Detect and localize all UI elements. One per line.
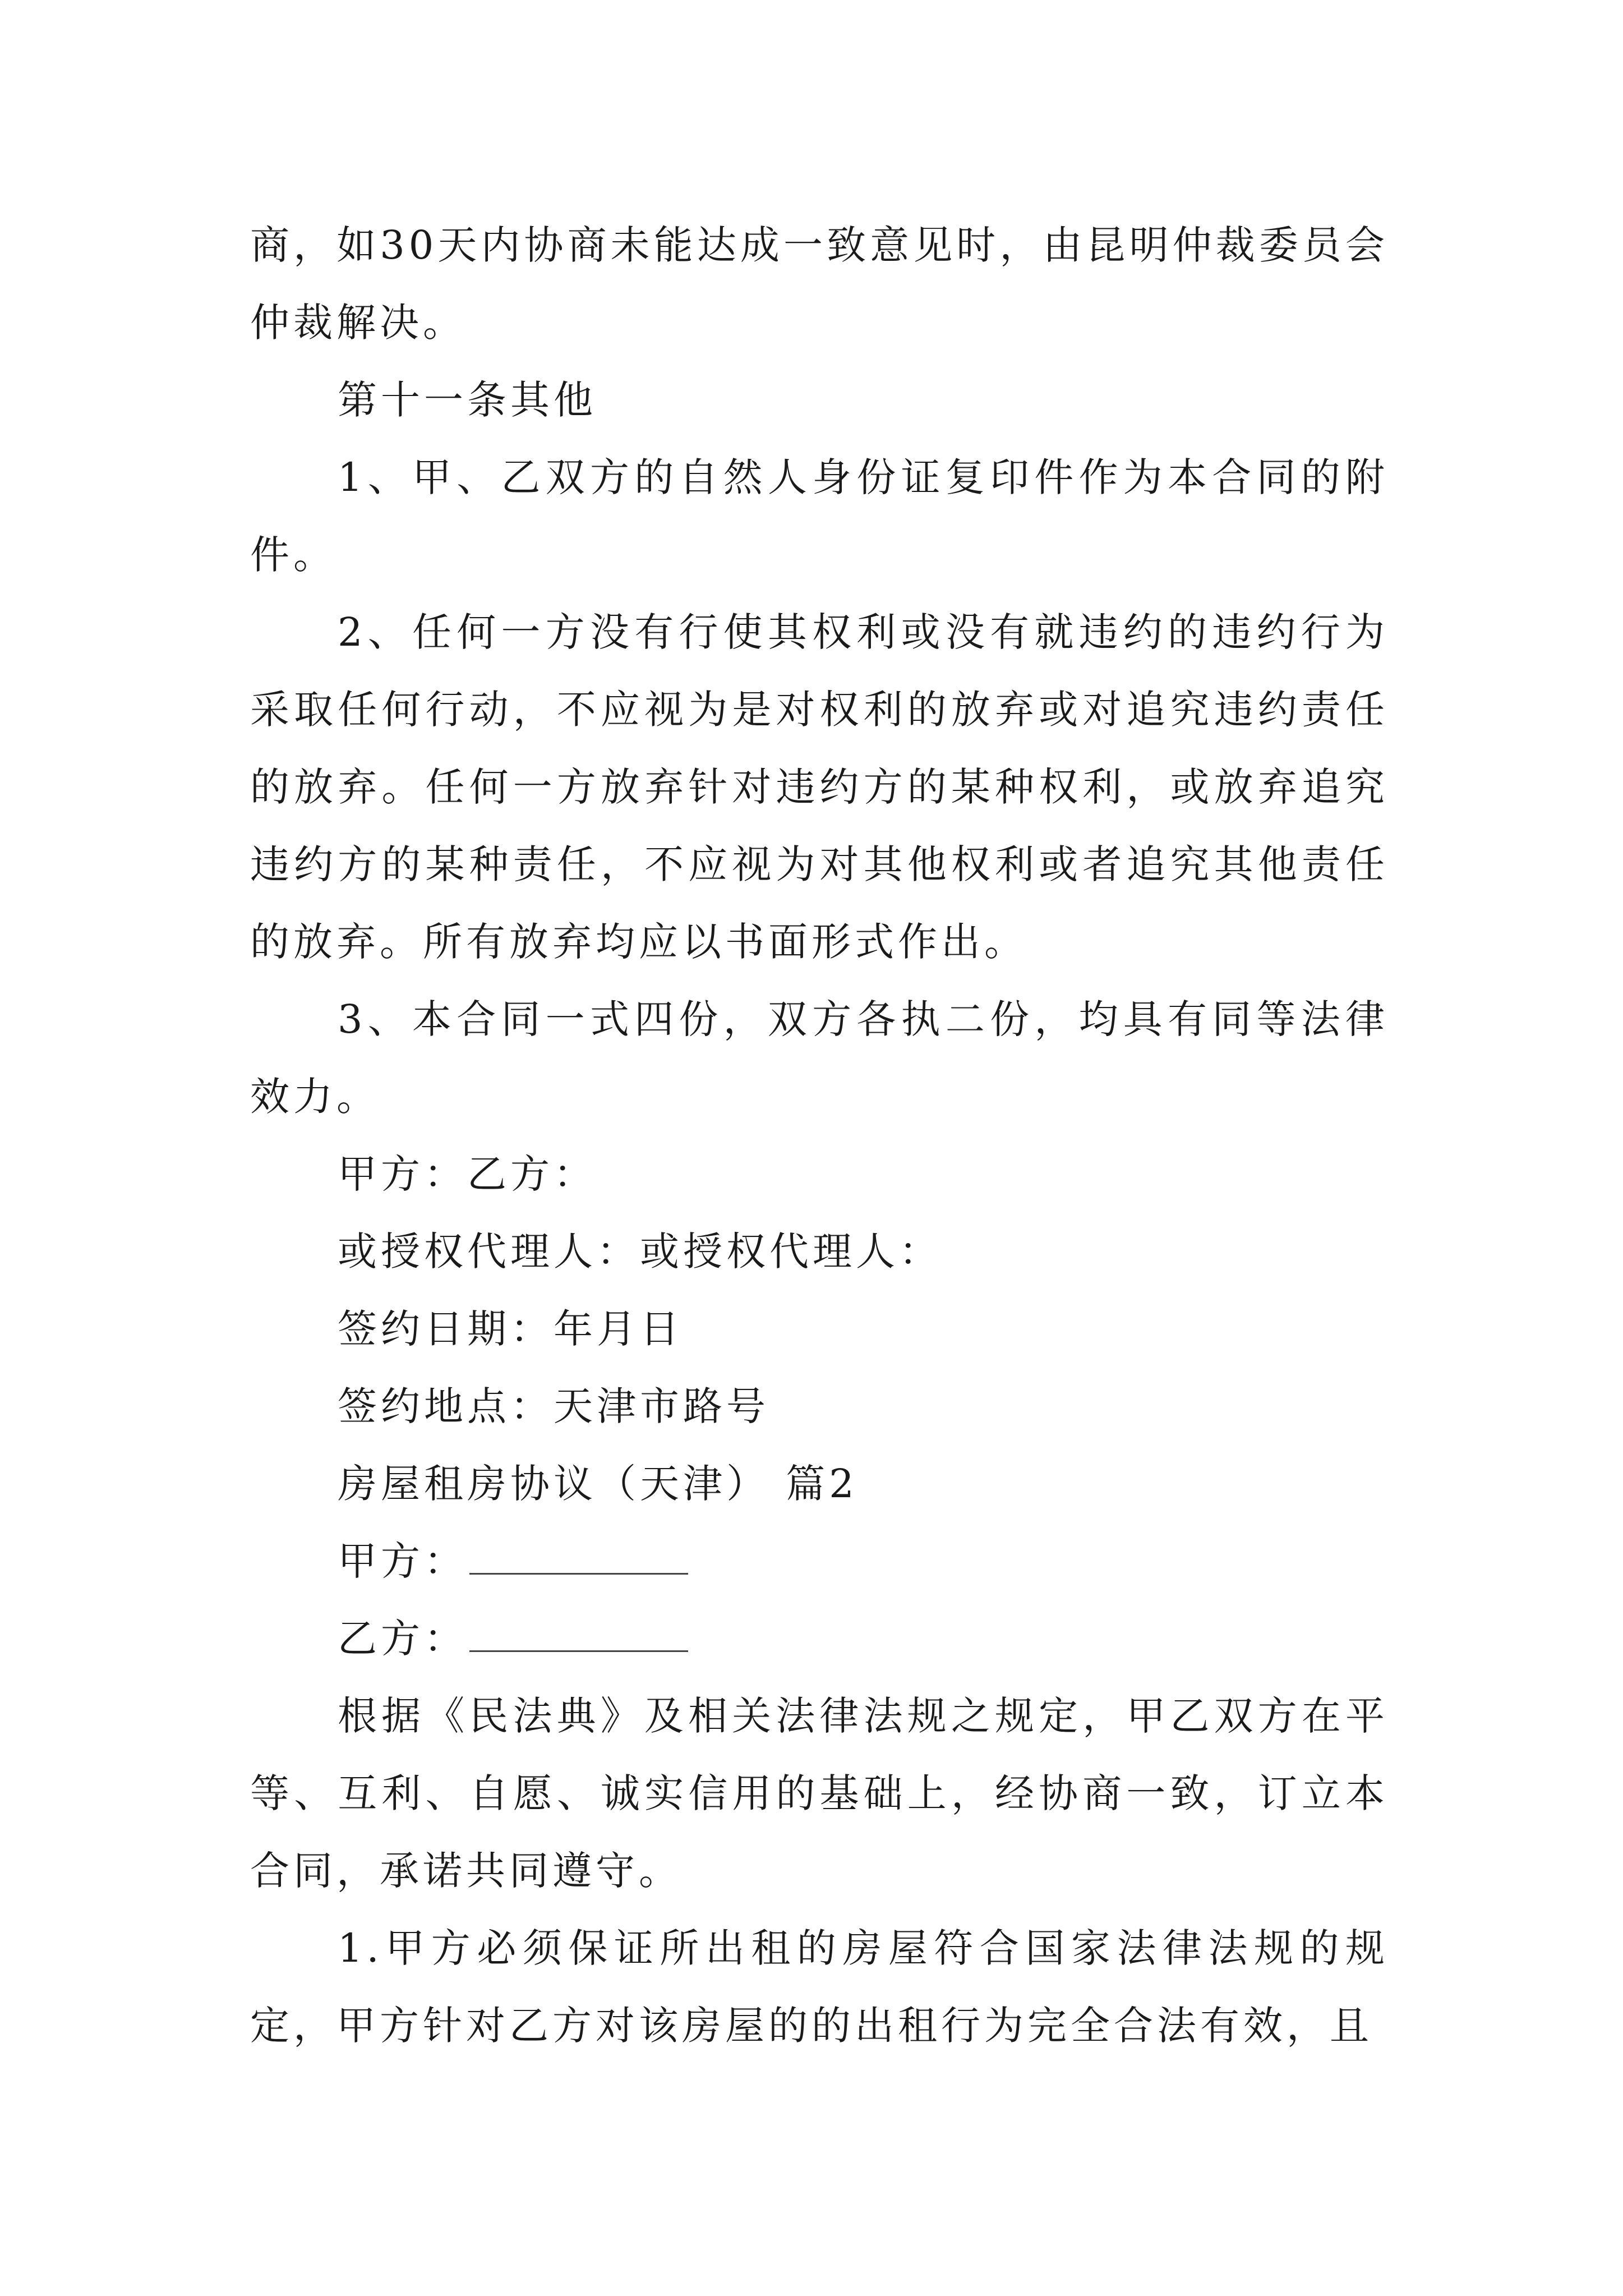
signature-agents: 或授权代理人：或授权代理人： xyxy=(338,1228,942,1274)
document-page xyxy=(250,206,1389,2064)
signature-parties: 甲方：乙方： xyxy=(338,1151,597,1197)
party-a-line xyxy=(250,1522,1389,1600)
clause-landlord-guarantee: 1.甲方必须保证所出租的房屋符合国家法律法规的规定，甲方针对乙方对该房屋的的出租行为完全合法有效，且 xyxy=(250,1925,1389,2049)
preamble: 根据《民法典》及相关法律法规之规定，甲乙双方在平等、互利、自愿、诚实信用的基础上，经协商一致，订立本合同，承诺共同遵守。 xyxy=(250,1693,1389,1894)
signing-place: 签约地点：天津市路号 xyxy=(338,1383,769,1429)
clause-3: 3、本合同一式四份，双方各执二份，均具有同等法律效力。 xyxy=(250,996,1389,1120)
section-title-part-2: 房屋租房协议（天津） 篇2 xyxy=(338,1461,858,1507)
party-a-blank xyxy=(469,1538,688,1575)
paragraph-arbitration: 商，如30天内协商未能达成一致意见时，由昆明仲裁委员会仲裁解决。 xyxy=(250,222,1389,346)
party-a-label: 甲方： xyxy=(338,1538,467,1584)
party-b-line xyxy=(250,1600,1389,1677)
clause-2: 2、任何一方没有行使其权利或没有就违约的违约行为采取任何行动，不应视为是对权利的放弃或对追究违约责任的放弃。任何一方放弃针对违约方的某种权利，或放弃追究违约方的某种责任，不应视为对其他权利或者追究其他责任的放弃。所有放弃均应以书面形式作出。 xyxy=(250,609,1389,965)
signing-date: 签约日期：年月日 xyxy=(338,1306,683,1352)
party-b-label: 乙方： xyxy=(338,1616,467,1662)
party-b-blank xyxy=(469,1616,688,1652)
clause-1: 1、甲、乙双方的自然人身份证复印件作为本合同的附件。 xyxy=(250,454,1389,578)
article-11-heading: 第十一条其他 xyxy=(338,377,597,423)
